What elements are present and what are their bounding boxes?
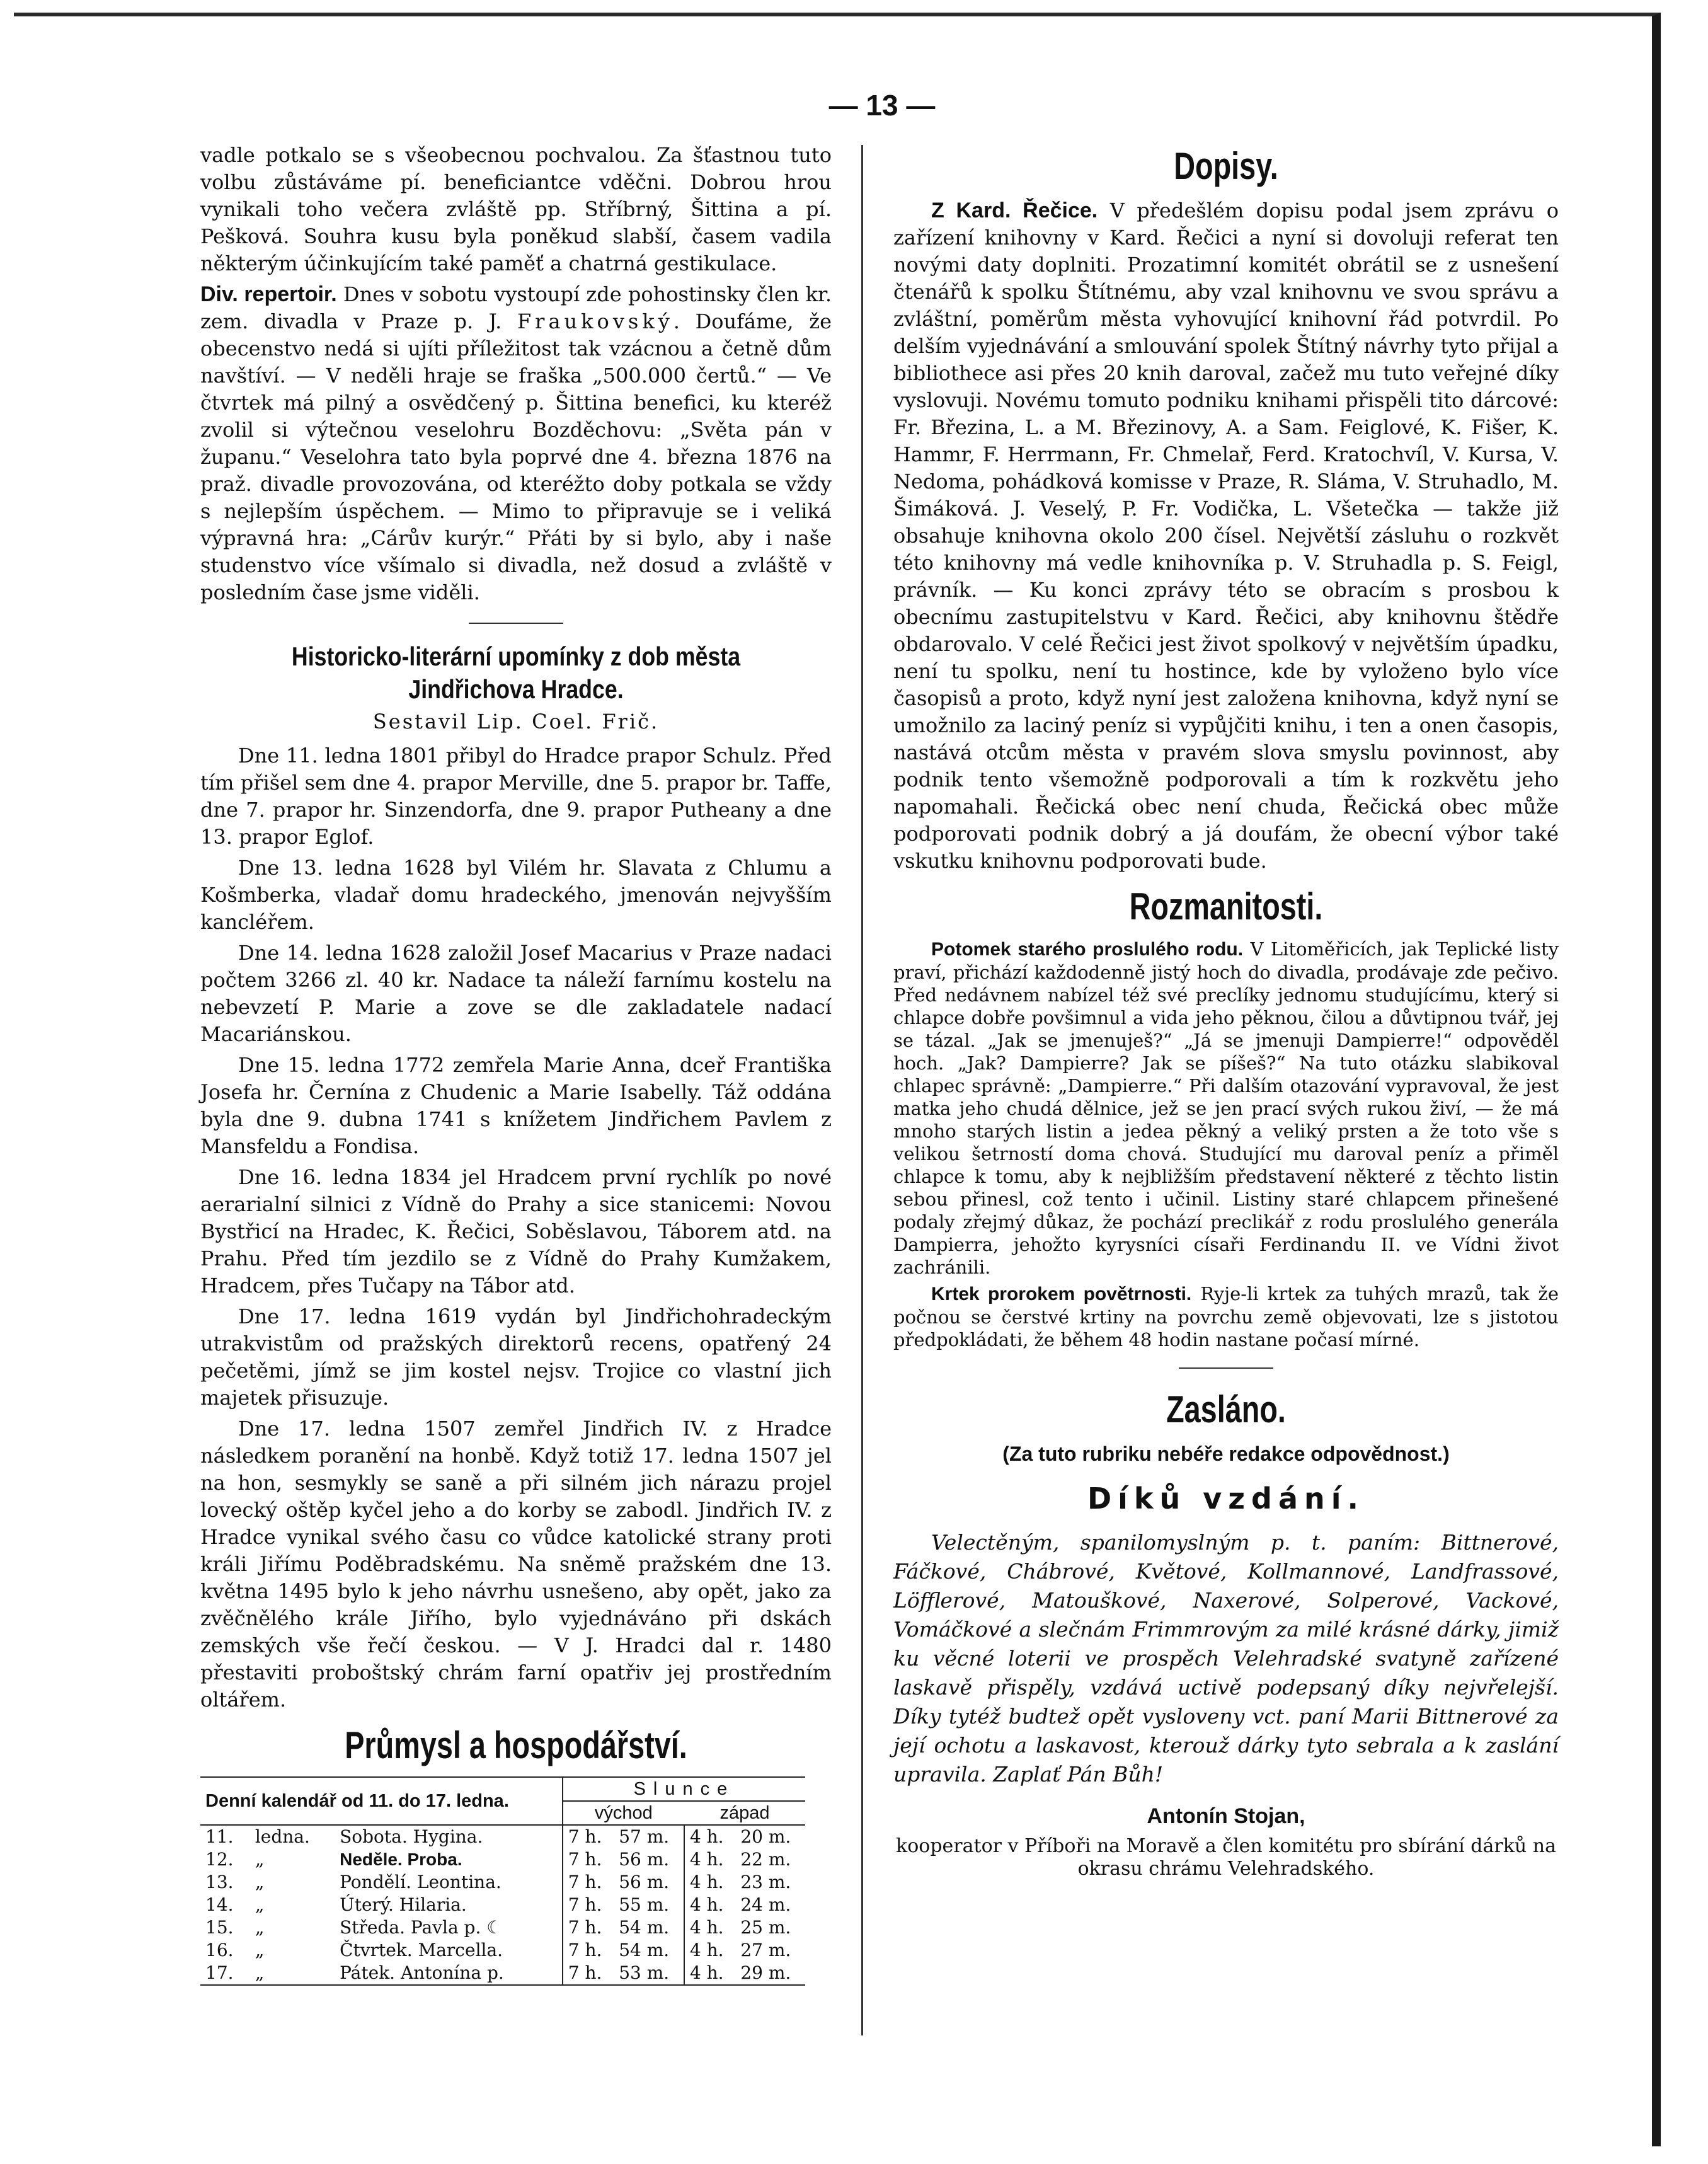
section-divider bbox=[469, 623, 563, 624]
calendar-month: „ bbox=[255, 1849, 265, 1870]
letters-section-title: Dopisy. bbox=[1174, 145, 1278, 187]
calendar-row bbox=[200, 1916, 805, 1939]
calendar-rise-minute: 57 m. bbox=[619, 1826, 670, 1847]
left-column bbox=[200, 142, 832, 1986]
miscellany-item bbox=[893, 938, 1559, 1279]
calendar-sunrise-header: východ bbox=[563, 1801, 684, 1825]
miscellany-text: V Litoměřicích, jak Teplické listy praví, přichází každodenně jistý hoch do divadla, prodávaje zde pečivo. Před nedávnem nabízel též své preclíky jednomu studujícímu, který si chlapce dobře povšimnul a vida jeho pěknou, čilou a důvtipnou tvář, jej se tázal. „Jak se jmenuješ?“ „Já se jmenuji Dampierre!“ odpověděl hoch. „Jak? Dampierre? Jak se píšeš?“ Na tuto otázku slabikoval chlapec správně: „Dampierre.“ Při dalším otazování vypravoval, že jest matka jeho chudá dělnice, jež se jen prací svých rukou živí, — že má mnoho starých listin a jedea pěkný a veliký prsten a že toto vše s velikou šetrností doma chová. Studující mu daroval peníz a přiměl chlapce k tomu, aby k nejbližším představení některé z těchto listin sebou přinesl, což tento i učinil. Listiny staré chlapcem přinešené podaly zřejmý důkaz, že pochází preclikář z rodu proslulého generála Dampierra, jehožto kyrysníci císaři Ferdinandu II. ve Vídni život zachránili. bbox=[893, 938, 1559, 1278]
calendar-set-minute: 22 m. bbox=[740, 1849, 791, 1870]
calendar-day: 12. bbox=[205, 1849, 234, 1870]
calendar-set-hour: 4 h. bbox=[684, 1916, 735, 1939]
calendar-sun-header: Slunce bbox=[563, 1777, 805, 1801]
history-entry: Dne 14. ledna 1628 založil Josef Macarius v Praze nadaci počtem 3266 zl. 40 kr. Nadace ta náleží farnímu kostelu na nebevzetí P. Marie a zove se dle zakladatele nadací Macariánskou. bbox=[200, 941, 832, 1046]
thanks-text: Velectěným, spanilomyslným p. t. paním: Bittnerové, Fáčkové, Chábrové, Květové, Kollmannové, Landfrassové, Löfflerové, Matouškové, Naxerové, Solperové, Vackové, Vomáčkové a slečnám Frimmrovým za milé krásné dárky, jimiž ku věcné loterii ve prospěch Velehradské svatyně zařízené laskavě přispěly, vzdává uctivě podepsaný díky nejvřelejší. Díky tytéž budtež opět vysloveny vct. paní Marii Bittnerové za její ochotu a laskavost, kterouž dárky tyto sebrala a k zaslání upravila. Zaplať Pán Bůh! bbox=[893, 1530, 1559, 1787]
calendar-name: Pondělí. Leontina. bbox=[340, 1872, 502, 1892]
history-section-title-line-2: Jindřichova Hradce. bbox=[408, 674, 624, 704]
history-entry: Dne 11. ledna 1801 přibyl do Hradce prapor Schulz. Před tím přišel sem dne 4. prapor Merville, dne 5. prapor br. Taffe, dne 7. prapor hr. Sinzendorfa, dne 9. prapor Putheany a dne 13. prapor Eglof. bbox=[200, 744, 832, 849]
repertoire-paragraph bbox=[200, 281, 832, 606]
calendar-set-hour: 4 h. bbox=[684, 1848, 735, 1871]
calendar-name: Sobota. Hygina. bbox=[340, 1826, 483, 1847]
right-column bbox=[893, 142, 1559, 1880]
theatre-review-paragraph: vadle potkalo se s všeobecnou pochvalou. Za šťastnou tuto volbu zůstáváme pí. beneficiantce vděčni. Dobrou hrou vynikali toho večera zvláště pp. Stříbrný, Šittina a pí. Pešková. Souhra kusu byla poněkud slabší, časem vadila některým účinkujícím také paměť a chatrná gestikulace. bbox=[200, 143, 832, 275]
calendar-name: Čtvrtek. Marcella. bbox=[340, 1940, 503, 1960]
calendar-row bbox=[200, 1825, 805, 1848]
calendar-day: 16. bbox=[205, 1940, 234, 1960]
calendar-month: „ bbox=[255, 1917, 265, 1938]
repertoire-lead: Div. repertoir. bbox=[200, 282, 337, 306]
miscellany-block bbox=[893, 938, 1559, 1351]
calendar-name: Úterý. Hilaria. bbox=[340, 1894, 467, 1915]
signature-title: kooperator v Příboři na Moravě a člen komitétu pro sbírání dárků na okrasu chrámu Velehradského. bbox=[896, 1835, 1556, 1880]
page-number: — 13 — bbox=[828, 89, 936, 122]
calendar-rise-minute: 56 m. bbox=[619, 1872, 670, 1892]
calendar-rise-hour: 7 h. bbox=[563, 1871, 614, 1894]
calendar-rise-hour: 7 h. bbox=[563, 1894, 614, 1916]
calendar-set-minute: 27 m. bbox=[740, 1940, 791, 1960]
calendar-set-minute: 23 m. bbox=[740, 1872, 791, 1892]
section-divider bbox=[1179, 1367, 1273, 1369]
calendar-sunset-header: západ bbox=[684, 1801, 805, 1825]
history-entry: Dne 13. ledna 1628 byl Vilém hr. Slavata z Chlumu a Košmberka, vladař domu hradeckého, jmenován nejvyšším kancléřem. bbox=[200, 856, 832, 934]
calendar-rise-minute: 56 m. bbox=[619, 1849, 670, 1870]
thanks-banner: Díků vzdání. bbox=[1087, 1482, 1365, 1516]
calendar-name: Pátek. Antonína p. bbox=[335, 1962, 563, 1985]
thanks-block bbox=[893, 1528, 1559, 1789]
industry-section-title: Průmysl a hospodářství. bbox=[345, 1724, 687, 1766]
calendar-header: Denní kalendář od 11. do 17. ledna. bbox=[200, 1777, 563, 1825]
calendar-row bbox=[200, 1848, 805, 1871]
daily-calendar-table bbox=[200, 1776, 805, 1986]
calendar-row bbox=[200, 1962, 805, 1985]
history-entry: Dne 15. ledna 1772 zemřela Marie Anna, dceř Františka Josefa hr. Černína z Chudenic a Marie Isabelly. Táž oddána byla dne 9. dubna 1741 s knížetem Jindřichem Pavlem z Mansfeldu a Fondisa. bbox=[200, 1053, 832, 1158]
calendar-set-hour: 4 h. bbox=[684, 1939, 735, 1962]
repertoire-actor-name: Fraukovský bbox=[517, 309, 673, 333]
signature-name: Antonín Stojan, bbox=[1147, 1804, 1305, 1828]
calendar-rise-hour: 7 h. bbox=[563, 1916, 614, 1939]
repertoire-text-1: Dnes v sobotu vystoupí zde pohostinsky člen kr. zem. divadla v Praze p. J. bbox=[200, 282, 832, 333]
history-entry: Dne 17. ledna 1619 vydán byl Jindřichohradeckým utrakvistům od pražských direktorů recens, opatřený 24 pečetěmi, jímž se jim kostel nejsv. Trojice co vlastní jich majetek přisuzuje. bbox=[200, 1304, 832, 1410]
miscellany-lead: Potomek starého proslulého rodu. bbox=[931, 939, 1244, 960]
history-entry: Dne 16. ledna 1834 jel Hradcem první rychlík po nové aerarialní silnici z Vídně do Prahy a sice stanicemi: Novou Bystřicí na Hradec, K. Řečici, Soběslavou, Táborem atd. na Prahu. Před tím jezdilo se z Vídně do Prahy Kumžakem, Hradcem, přes Tučapy na Tábor atd. bbox=[200, 1165, 832, 1298]
miscellany-section-title: Rozmanitosti. bbox=[1129, 885, 1323, 928]
history-byline: Sestavil Lip. Coel. Frič. bbox=[372, 710, 660, 734]
calendar-name: Středa. Pavla p. ☾ bbox=[340, 1917, 503, 1938]
calendar-row bbox=[200, 1939, 805, 1962]
editorial-disclaimer: (Za tuto rubriku nebéře redakce odpovědnost.) bbox=[1002, 1442, 1450, 1465]
miscellany-text: Ryje-li krtek za tuhých mrazů, tak že počnou se čerstvé krtiny na povrchu země objevovati, lze s jistotou předpokládati, že během 48 hodin nastane počasí mírné. bbox=[893, 1283, 1559, 1350]
calendar-rise-hour: 7 h. bbox=[563, 1848, 614, 1871]
column-divider bbox=[861, 145, 863, 2035]
calendar-month: ledna. bbox=[255, 1826, 310, 1847]
history-section-title-line-1: Historicko-literární upomínky z dob města bbox=[291, 642, 741, 671]
calendar-rise-minute: 55 m. bbox=[619, 1894, 670, 1915]
calendar-month: „ bbox=[255, 1894, 265, 1915]
calendar-rise-hour: 7 h. bbox=[563, 1825, 614, 1848]
repertoire-text-2: . Doufáme, že obecenstvo nedá si ujíti příležitost tak vzácnou a četně dům navštíví. — V neděli hraje se fraška „500.000 čertů.“ — Ve čtvrtek má pilný a osvědčený p. Šittina benefici, ku kteréž zvolil si výtečnou veselohru Bozděchovu: „Světa pán v županu.“ Veselohra tato byla poprvé dne 4. března 1876 na praž. divadle provozována, od kteréžto doby potkala se vždy s nejlepším úspěchem. — Mimo to připravuje se i veliká výpravná hra: „Cárův kurýr.“ Přáti by si bylo, aby i naše studenstvo více všímalo si divadla, než dosud a zvláště v posledním čase jsme viděli. bbox=[200, 309, 832, 604]
calendar-rise-minute: 54 m. bbox=[619, 1917, 670, 1938]
calendar-month: „ bbox=[255, 1940, 265, 1960]
calendar-set-hour: 4 h. bbox=[684, 1894, 735, 1916]
calendar-month: „ bbox=[255, 1872, 265, 1892]
calendar-day: 13. bbox=[205, 1872, 234, 1892]
calendar-day: 11. bbox=[205, 1826, 234, 1847]
calendar-rise-minute: 53 m. bbox=[614, 1962, 684, 1985]
calendar-rise-minute: 54 m. bbox=[619, 1940, 670, 1960]
calendar-day: 14. bbox=[205, 1894, 234, 1915]
calendar-day: 17. bbox=[200, 1962, 250, 1985]
calendar-set-hour: 4 h. bbox=[684, 1871, 735, 1894]
miscellany-lead: Krtek prorokem povětrnosti. bbox=[931, 1284, 1192, 1304]
calendar-day: 15. bbox=[205, 1917, 234, 1938]
calendar-month: „ bbox=[250, 1962, 335, 1985]
letter-text: V předešlém dopisu podal jsem zprávu o zařízení knihovny v Kard. Řečici a nyní si dovoluji referat ten novými daty doplniti. Prozatimní komitét obrátil se z usnešení čtenářů k spolku Štítnému, aby vzal knihovnu ve svou správu a zvláštní, poměrům města vyhovující knihovní řád potvrdil. Po delším vyjednávání a smlouvání spolek Štítný návrhy tyto přijal a bibliothece asi přes 20 knih daroval, začež mu tuto veřejné díky vyslovuji. Novému tomuto podniku knihami přispěli tito dárcové: Fr. Březina, L. a M. Březinovy, A. a Sam. Feiglové, K. Fišer, K. Hammr, F. Herrmann, Fr. Chmelař, Ferd. Kratochvíl, V. Kursa, V. Nedoma, pohádková komisse v Praze, R. Sláma, V. Struhadlo, M. Šimáková. J. Veselý, P. Fr. Vodička, L. Všetečka — takže již obsahuje knihovna okolo 200 čísel. Největší zásluhu o rozkvět této knihovny má vedle knihovníka p. V. Struhadla p. S. Feigl, právník. — Ku konci zprávy této se obracím s prosbou k obecnímu zastupitelstvu v Kard. Řečici, aby knihovnu štědře obdarovalo. V celé Řečici jest život spolkový v největším úpadku, není tu spolku, není tu hostince, kde by vyloženo bylo více časopisů a proto, když nyní jest založena knihovna, když nyní se umožnilo za laciný peníz si vypůjčiti knihu, i ten a onen časopis, nastává otcům města v pravém slova smyslu povinnost, aby podnik tento všemožně podporovali a tím k rozkvětu jeho napomahali. Řečická obec není chuda, Řečická obec může podporovati podnik dobrý a já doufám, že obecní výbor také vskutku knihovnu podporovati bude. bbox=[893, 199, 1559, 873]
calendar-rise-hour: 7 h. bbox=[563, 1939, 614, 1962]
calendar-rise-hour: 7 h. bbox=[563, 1962, 614, 1985]
letter-lead: Z Kard. Řečice. bbox=[931, 199, 1098, 222]
calendar-set-minute: 29 m. bbox=[735, 1962, 805, 1985]
miscellany-item bbox=[893, 1282, 1559, 1351]
calendar-set-hour: 4 h. bbox=[684, 1962, 735, 1985]
calendar-set-minute: 24 m. bbox=[740, 1894, 791, 1915]
calendar-name: Neděle. Proba. bbox=[340, 1850, 462, 1869]
calendar-row bbox=[200, 1871, 805, 1894]
sent-in-section-title: Zasláno. bbox=[1166, 1388, 1286, 1430]
calendar-set-minute: 20 m. bbox=[740, 1826, 791, 1847]
calendar-row bbox=[200, 1894, 805, 1916]
calendar-set-minute: 25 m. bbox=[740, 1917, 791, 1938]
history-entry: Dne 17. ledna 1507 zemřel Jindřich IV. z Hradce následkem poranění na honbě. Když totiž 17. ledna 1507 jel na hon, sesmykly se saně a při silném jich nárazu projel lovecký oštěp kyčel jeho a do korby se zabodl. Jindřich IV. z Hradce vynikal svého času co vůdce katolické strany proti králi Jiřímu Poděbradskému. Na sněmě pražském dne 13. května 1495 bylo k jeho návrhu usnešeno, aby opět, jako za zvěčnělého krále Jiřího, bylo vyjednáváno při dskách zemských vše řečí českou. — V J. Hradci dal r. 1480 přestaviti proboštský chrám farní opatřiv jej prostředním oltářem. bbox=[200, 1417, 832, 1712]
calendar-set-hour: 4 h. bbox=[684, 1825, 735, 1848]
letter-paragraph bbox=[893, 197, 1559, 875]
